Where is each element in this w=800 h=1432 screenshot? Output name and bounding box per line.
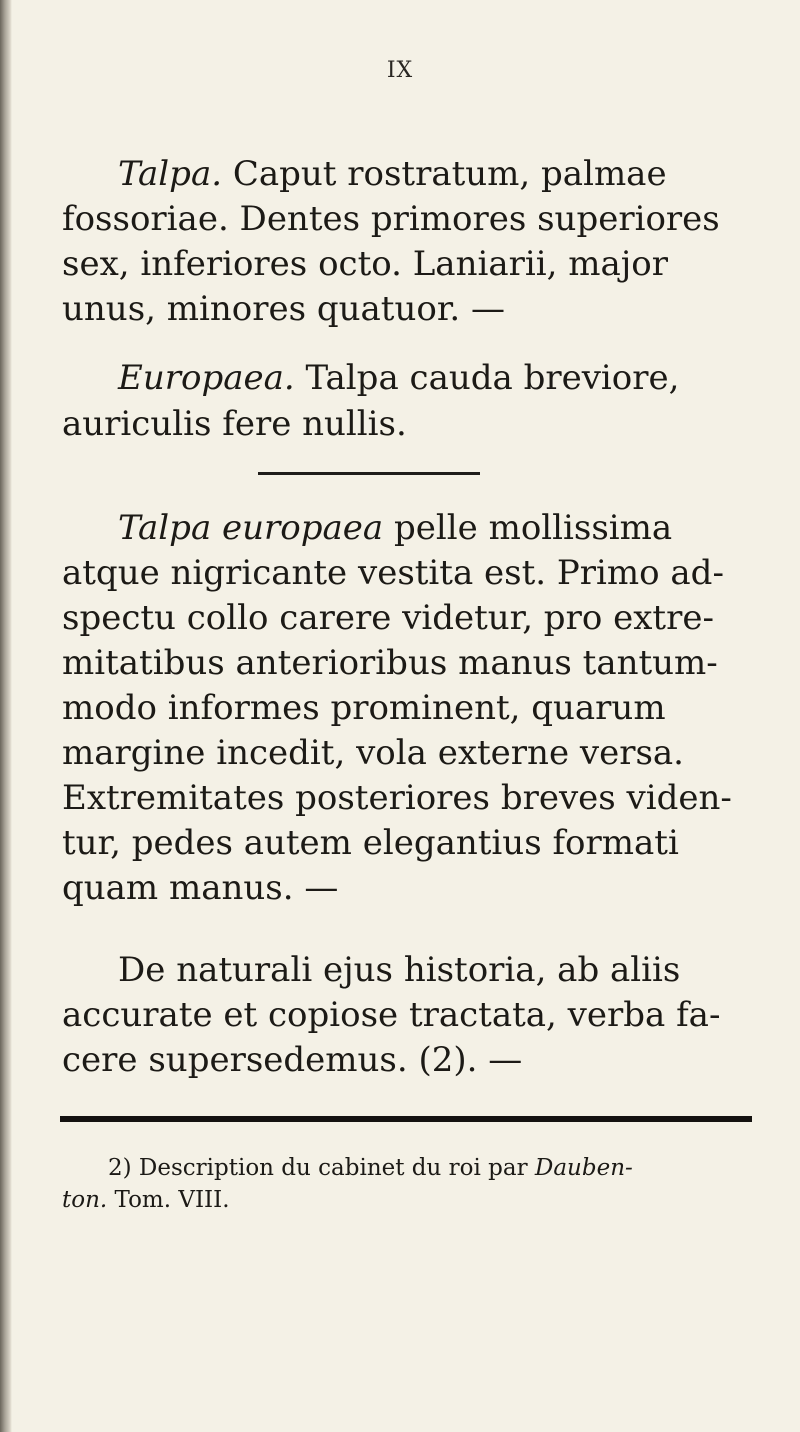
para2-line-1: De naturali ejus historia, ab aliis (118, 950, 681, 990)
footnote-author: Dauben- (534, 1155, 633, 1181)
para1-line-4: mitatibus anterioribus manus tantum- (62, 643, 718, 683)
para1-line-1 (118, 508, 672, 548)
footnote-author-cont: ton. (62, 1187, 108, 1213)
genus-line-2: fossoriae. Dentes primores superiores (62, 199, 720, 239)
footnote-line-2 (62, 1186, 230, 1214)
species-title: Europaea. (118, 358, 295, 398)
para1-line-5: modo informes prominent, quarum (62, 688, 666, 728)
genus-title: Talpa. (118, 154, 223, 194)
para1-line-7: Extremitates posteriores breves viden- (62, 778, 732, 818)
genus-line-3: sex, inferiores octo. Laniarii, major (62, 244, 669, 284)
para1-line-8: tur, pedes autem elegantius formati (62, 823, 679, 863)
species-text-1: Talpa cauda breviore, (305, 358, 680, 398)
species-line-2: auriculis fere nullis. (62, 404, 407, 444)
section-divider (258, 472, 480, 475)
para2-line-3: cere supersedemus. (2). — (62, 1040, 523, 1080)
footnote-line-1 (108, 1154, 633, 1182)
genus-line-1 (118, 154, 667, 194)
footnote-text: Description du cabinet du roi par (138, 1155, 528, 1181)
para1-line-2: atque nigricante vestita est. Primo ad- (62, 553, 724, 593)
para1-lead-rest: pelle mollissima (394, 508, 673, 548)
footnote-marker: 2) (108, 1155, 132, 1181)
genus-text-1: Caput rostratum, palmae (232, 154, 667, 194)
para1-line-9: quam manus. — (62, 868, 339, 908)
page-number: IX (386, 58, 414, 83)
para1-line-3: spectu collo carere videtur, pro extre- (62, 598, 714, 638)
footnote-separator (60, 1116, 752, 1122)
para1-lead: Talpa europaea (118, 508, 384, 548)
page-binding-edge (0, 0, 12, 1432)
para1-line-6: margine incedit, vola externe versa. (62, 733, 684, 773)
genus-line-4: unus, minores quatuor. — (62, 289, 505, 329)
species-line-1 (118, 358, 679, 398)
para2-line-2: accurate et copiose tractata, verba fa- (62, 995, 721, 1035)
footnote-volume: Tom. VIII. (114, 1187, 230, 1213)
